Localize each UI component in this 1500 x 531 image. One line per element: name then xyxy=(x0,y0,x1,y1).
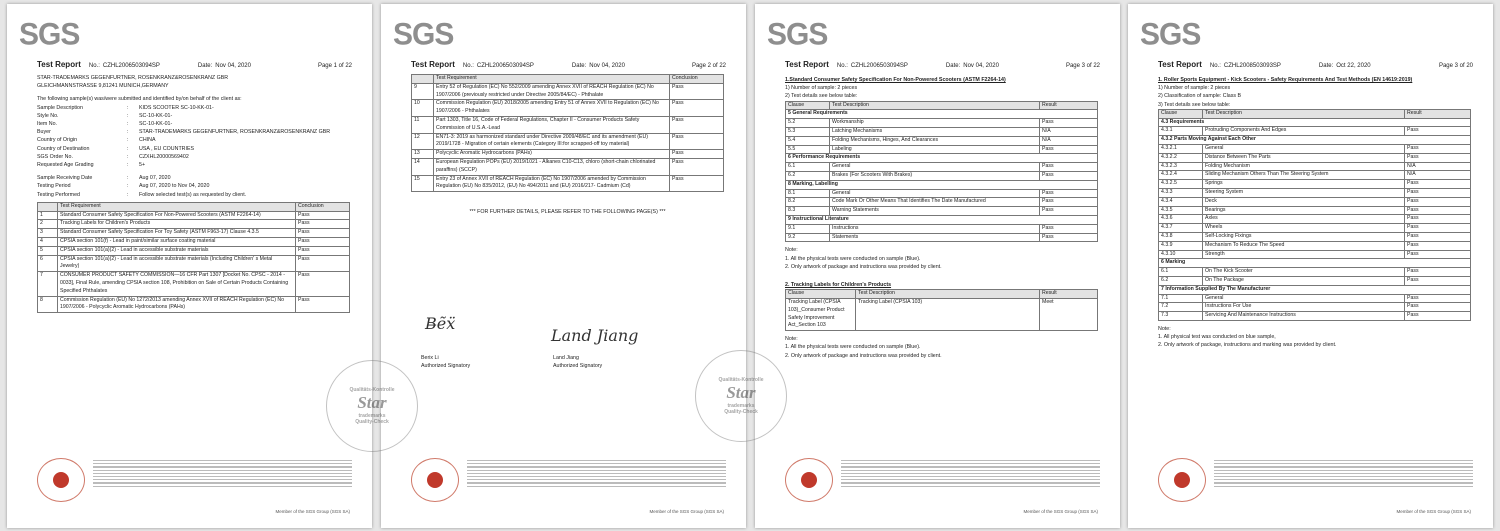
signature-2-icon: Land Jiang xyxy=(551,326,639,345)
field-row xyxy=(37,136,350,144)
table-row: 2 Tracking Labels for Children's Products Pass xyxy=(38,220,350,229)
group-row: 8 Marking, Labelling xyxy=(786,180,1098,189)
page-footer xyxy=(411,458,726,502)
table-row: 4.3.2.1 General Pass xyxy=(1159,145,1471,154)
field-value: Follow selected test(s) as requested by client. xyxy=(139,191,247,198)
report-number: CZHL2006503094SP xyxy=(102,63,160,69)
table-row: 4 CPSIA section 101(f) - Lead in paint/similar surface coating material Pass xyxy=(38,238,350,247)
table-row: 9.1 Instructions Pass xyxy=(786,224,1098,233)
member-text: Member of the SGS Group (SGS SA) xyxy=(649,509,724,514)
legal-fine-print xyxy=(467,458,726,502)
sgs-logo: SGS xyxy=(767,17,828,52)
report-title: Test Report xyxy=(1158,60,1202,69)
intro-text: The following sample(s) was/were submitted and identified by/on behalf of the client as: xyxy=(37,96,242,103)
report-page-2 xyxy=(381,4,746,528)
report-body: 1. Roller Sports Equipment - Kick Scooters - Safety Requirements And Test Methods (EN 14619:2019) 1) Number of sample: 2 pieces 2) Classification of sample: Class B 3) Test details see below table: Clause Test Description Result 4.3 Requirements 4.3.1 Protruding Components And Edges Pass 4.3.2 Parts Moving Against Each Other 4.3.2.1 General Pass 4.3.2.2 Distance Between The Parts Pass 4.3.2.3 Folding Mechanism N/A 4.3.2.4 Sliding Mechanism Others Than The Steering System N/A 4.3.2.5 Springs Pass 4.3.3 Steering System Pass 4.3.4 Deck Pass 4.3.5 Bearings Pass 4.3.6 Axles Pass 4.3.7 Wheels Pass 4.3.8 Self-Locking Fixings Pass 4.3.9 Mechanism To Reduce The Speed Pass 4.3.10 Strength Pass 6 Marking 6.1 On The Kick Scooter Pass 6.2 On The Package Pass 7 Information Supplied By The Manufacturer 7.1 General Pass 7.2 Instructions For Use Pass 7.3 Servicing And Maintenance Instructions Pass Note: 1. All physical test was conducted on blue sample, 2. Only artwork of package, instructions and marking was provided by client. xyxy=(1158,76,1471,350)
sgs-logo: SGS xyxy=(393,17,454,52)
field-row xyxy=(37,120,350,128)
field-colon: : xyxy=(127,104,129,111)
field-colon: : xyxy=(127,153,129,160)
field-label: Testing Performed xyxy=(37,191,80,198)
en14619-results-table: Clause Test Description Result 4.3 Requirements 4.3.1 Protruding Components And Edges Pass 4.3.2 Parts Moving Against Each Other 4.3.2.1 General Pass 4.3.2.2 Distance Between The Parts Pass 4.3.2.3 Folding Mechanism N/A 4.3.2.4 Sliding Mechanism Others Than The Steering System N/A 4.3.2.5 Springs Pass 4.3.3 Steering System Pass 4.3.4 Deck Pass 4.3.5 Bearings Pass 4.3.6 Axles Pass 4.3.7 Wheels Pass 4.3.8 Self-Locking Fixings Pass 4.3.9 Mechanism To Reduce The Speed Pass 4.3.10 Strength Pass 6 Marking 6.1 On The Kick Scooter Pass 6.2 On The Package Pass 7 Information Supplied By The Manufacturer 7.1 General Pass 7.2 Instructions For Use Pass 7.3 Servicing And Maintenance Instructions Pass xyxy=(1158,109,1471,321)
field-colon: : xyxy=(127,162,129,169)
group-row: 5 General Requirements xyxy=(786,110,1098,119)
field-row xyxy=(37,161,350,169)
sample-dates xyxy=(37,174,350,199)
field-label: Country of Destination xyxy=(37,145,90,152)
field-colon: : xyxy=(127,145,129,152)
table-row: 6.2 Brakes (For Scooters With Brakes) Pass xyxy=(786,171,1098,180)
field-label: SGS Order No. xyxy=(37,153,73,160)
accreditation-stamp-icon xyxy=(37,458,85,502)
table-row: 4.3.6 Axles Pass xyxy=(1159,215,1471,224)
field-label: Sample Description xyxy=(37,104,83,111)
report-body xyxy=(411,74,724,216)
table-row: 11 Part 1303, Title 16, Code of Federal Regulations, Chapter II - Consumer Products Safety Commission of U.S.A.-Lead Pass xyxy=(412,116,724,133)
table-row: 6.2 On The Package Pass xyxy=(1159,276,1471,285)
field-row xyxy=(37,104,350,112)
report-number: CZHL2006503094SP xyxy=(476,63,534,69)
report-title: Test Report xyxy=(37,60,81,69)
section-title: 1. Roller Sports Equipment - Kick Scooters - Safety Requirements And Test Methods (EN 14619:2019) xyxy=(1158,77,1413,83)
field-colon: : xyxy=(127,137,129,144)
field-value: KIDS SCOOTER SC-10-KK-01- xyxy=(139,104,214,111)
group-row: 6 Marking xyxy=(1159,259,1471,268)
table-row: 7 CONSUMER PRODUCT SAFETY COMMISSION—16 CFR Part 1307 [Docket No. CPSC - 2014 - 0033], Final Rule, amending CPSIA section 108, Prohibition on Sale of Certain Products Containing Specified Phthalates Pass xyxy=(38,272,350,296)
table-row: 4.3.2.4 Sliding Mechanism Others Than The Steering System N/A xyxy=(1159,171,1471,180)
field-label: Item No. xyxy=(37,121,58,128)
table-row: 4.3.5 Bearings Pass xyxy=(1159,206,1471,215)
report-header: Test Report No.: CZHL2008503093SP Date: Oct 22, 2020 Page 3 of 20 xyxy=(1158,60,1473,69)
table-row: 8 Commission Regulation (EU) No 1272/2013 amending Annex XVII of REACH Regulation (EC) No 1907/2006 - Polycyclic Aromatic Hydrocarbons (PAHs) Pass xyxy=(38,296,350,313)
group-row: 4.3 Requirements xyxy=(1159,118,1471,127)
star-trademarks-seal-icon: Qualitäts-Kontrolle Star trademarks Quality-Check xyxy=(695,350,787,442)
tracking-label-table: Clause Test Description Result Tracking Label (CPSIA 103)_Consumer Product Safety Improvement Act_Section 103 Tracking Label (CPSIA 103) Meet xyxy=(785,289,1098,331)
table-row: 4.3.9 Mechanism To Reduce The Speed Pass xyxy=(1159,241,1471,250)
field-colon: : xyxy=(127,129,129,136)
field-colon: : xyxy=(127,191,129,198)
field-value: CHINA xyxy=(139,137,156,144)
field-colon: : xyxy=(127,175,129,182)
table-row: 10 Commission Regulation (EU) 2018/2005 amending Entry 51 of Annex XVII to Regulation (EC) No 1907/2006 - Phthalates Pass xyxy=(412,100,724,117)
report-body xyxy=(37,74,350,313)
field-value: SC-10-KK-01- xyxy=(139,112,173,119)
astm-results-table: Clause Test Description Result 5 General Requirements 5.2 Workmanship Pass 5.3 Latching Mechanisms N/A 5.4 Folding Mechanisms, Hinges, And Clearances N/A 5.5 Labeling Pass 6 Performance Requirements 6.1 General Pass 6.2 Brakes (For Scooters With Brakes) Pass 8 Marking, Labelling 8.1 General Pass 8.2 Code Mark Or Other Means That Identifies The Date Manufactured Pass 8.3 Warning Statements Pass 9 Instructional Literature 9.1 Instructions Pass 9.2 Statements Pass xyxy=(785,101,1098,243)
legal-fine-print xyxy=(841,458,1100,502)
field-colon: : xyxy=(127,121,129,128)
star-trademarks-seal-icon: Qualitäts-Kontrolle Star trademarks Quality-Check xyxy=(326,360,418,452)
accreditation-stamp-icon xyxy=(411,458,459,502)
table-row: 1 Standard Consumer Safety Specification For Non-Powered Scooters (ASTM F2264-14) Pass xyxy=(38,211,350,220)
report-page-4 xyxy=(1128,4,1493,528)
table-row: 4.3.10 Strength Pass xyxy=(1159,250,1471,259)
report-number: CZHL2006503094SP xyxy=(850,63,908,69)
table-row: 8.2 Code Mark Or Other Means That Identifies The Date Manufactured Pass xyxy=(786,198,1098,207)
table-row: 5.3 Latching Mechanisms N/A xyxy=(786,128,1098,137)
table-row: 9.2 Statements Pass xyxy=(786,233,1098,242)
table-row: 4.3.2.5 Springs Pass xyxy=(1159,180,1471,189)
field-label: Country of Origin xyxy=(37,137,78,144)
report-date: Oct 22, 2020 xyxy=(1336,63,1371,69)
table-row: 6 CPSIA section 101(a)(2) - Lead in accessible substrate materials (Including Children' s Metal Jewelry) Pass xyxy=(38,255,350,272)
field-label: Requested Age Grading xyxy=(37,162,94,169)
page-number: Page 2 of 22 xyxy=(691,63,726,69)
report-header: Test Report No.: CZHL2006503094SP Date: Nov 04, 2020 Page 3 of 22 xyxy=(785,60,1100,69)
table-row: 4.3.7 Wheels Pass xyxy=(1159,224,1471,233)
table-row: 9 Entry 52 of Regulation (EC) No 552/2009 amending Annex XVII of REACH Regulation (EC) No 1907/2006 (previously restricted under Directive 2005/84/EC) - Phthalate Pass xyxy=(412,83,724,100)
client-address: GLEICHMANNSTRASSE 9,81241 MUNICH,GERMANY xyxy=(37,83,169,90)
group-row: 7 Information Supplied By The Manufacturer xyxy=(1159,285,1471,294)
group-row: 9 Instructional Literature xyxy=(786,215,1098,224)
table-row: 7.1 General Pass xyxy=(1159,294,1471,303)
table-row: 4.3.4 Deck Pass xyxy=(1159,197,1471,206)
field-row xyxy=(37,174,350,182)
page-footer xyxy=(37,458,352,502)
table-row: 14 European Regulation POPs (EU) 2019/1021 - Alkanes C10-C13, chloro (short-chain chlorinated paraffins) (SCCP) Pass xyxy=(412,158,724,175)
report-date: Nov 04, 2020 xyxy=(215,63,251,69)
sample-fields xyxy=(37,104,350,170)
table-row: 5.2 Workmanship Pass xyxy=(786,119,1098,128)
report-title: Test Report xyxy=(411,60,455,69)
field-label: Style No. xyxy=(37,112,59,119)
table-row: 7.3 Servicing And Maintenance Instructions Pass xyxy=(1159,312,1471,321)
member-text: Member of the SGS Group (SGS SA) xyxy=(1023,509,1098,514)
field-row xyxy=(37,112,350,120)
legal-fine-print xyxy=(93,458,352,502)
field-colon: : xyxy=(127,112,129,119)
field-label: Buyer xyxy=(37,129,51,136)
client-name: STAR-TRADEMARKS GEGENFURTNER, ROSENKRANZ&ROSENKRANZ GBR xyxy=(37,75,229,81)
sgs-logo: SGS xyxy=(1140,17,1201,52)
table-row: 5.4 Folding Mechanisms, Hinges, And Clearances N/A xyxy=(786,136,1098,145)
field-label: Testing Period xyxy=(37,183,71,190)
table-row: 4.3.3 Steering System Pass xyxy=(1159,188,1471,197)
page-footer xyxy=(1158,458,1473,502)
report-header: Test Report No.: CZHL2006503094SP Date: Nov 04, 2020 Page 2 of 22 xyxy=(411,60,726,69)
table-row: 6.1 General Pass xyxy=(786,163,1098,172)
report-page-1 xyxy=(7,4,372,528)
page-number: Page 1 of 22 xyxy=(317,63,352,69)
table-row: 8.1 General Pass xyxy=(786,189,1098,198)
table-row: 4.3.2.3 Folding Mechanism N/A xyxy=(1159,162,1471,171)
report-date: Nov 04, 2020 xyxy=(963,63,999,69)
report-number: CZHL2008503093SP xyxy=(1223,63,1281,69)
member-text: Member of the SGS Group (SGS SA) xyxy=(1396,509,1471,514)
accreditation-stamp-icon xyxy=(785,458,833,502)
report-body: 1.Standard Consumer Safety Specification For Non-Powered Scooters (ASTM F2264-14) 1) Number of sample: 2 pieces 2) Test details see below table: Clause Test Description Result 5 General Requirements 5.2 Workmanship Pass 5.3 Latching Mechanisms N/A 5.4 Folding Mechanisms, Hinges, And Clearances N/A 5.5 Labeling Pass 6 Performance Requirements 6.1 General Pass 6.2 Brakes (For Scooters With Brakes) Pass 8 Marking, Labelling 8.1 General Pass 8.2 Code Mark Or Other Means That Identifies The Date Manufactured Pass 8.3 Warning Statements Pass 9 Instructional Literature 9.1 Instructions Pass 9.2 Statements Pass Note: 1. All the physical tests were conducted on sample (Blue). 2. Only artwork of package and instructions was provided by client. 2. Tracking Labels for Children's Products Clause Test Description Result Tracking Label (CPSIA 103)_Consumer Product Safety Improvement Act_Section 103 Tracking Label (CPSIA 103) Meet Note: 1. All the physical tests were conducted on sample (Blue). 2. Only artwork of package and instructions was provided by client. xyxy=(785,76,1098,360)
field-row xyxy=(37,153,350,161)
table-row: 7.2 Instructions For Use Pass xyxy=(1159,303,1471,312)
field-value: Aug 07, 2020 to Nov 04, 2020 xyxy=(139,183,210,190)
field-colon: : xyxy=(127,183,129,190)
report-page-3 xyxy=(755,4,1120,528)
field-value: CZXHL20000569402 xyxy=(139,153,189,160)
legal-fine-print xyxy=(1214,458,1473,502)
member-text: Member of the SGS Group (SGS SA) xyxy=(275,509,350,514)
field-value: USA , EU COUNTRIES xyxy=(139,145,195,152)
table-row: 5 CPSIA section 101(a)(2) - Lead in accessible substrate materials Pass xyxy=(38,246,350,255)
signatory-2: Land Jiang Authorized Signatory xyxy=(553,355,603,370)
report-date: Nov 04, 2020 xyxy=(589,63,625,69)
table-row: 8.3 Warning Statements Pass xyxy=(786,207,1098,216)
table-row: 4.3.2.2 Distance Between The Parts Pass xyxy=(1159,153,1471,162)
field-value: 5+ xyxy=(139,162,146,169)
report-header: Test Report No.: CZHL2006503094SP Date: Nov 04, 2020 Page 1 of 22 xyxy=(37,60,352,69)
page-number: Page 3 of 20 xyxy=(1438,63,1473,69)
table-row: 15 Entry 23 of Annex XVII of REACH Regulation (EC) No 1907/2006 amended by Commission Regulation (EU) No 835/2012, (EU) No 494/2011 and (EU) 2016/217- Cadmium (Cd) Pass xyxy=(412,175,724,192)
section-title-2: 2. Tracking Labels for Children's Products xyxy=(785,281,892,288)
sgs-logo: SGS xyxy=(19,17,80,52)
field-value: STAR-TRADEMARKS GEGENFURTNER, ROSENKRANZ&ROSENKRANZ GBR xyxy=(139,129,331,136)
table-row: 3 Standard Consumer Safety Specification For Toy Safety (ASTM F963-17) Clause 4.3.5 Pass xyxy=(38,229,350,238)
summary-table-continued: Test Requirement Conclusion 9 Entry 52 of Regulation (EC) No 552/2009 amending Annex XVII of REACH Regulation (EC) No 1907/2006 (previously restricted under Directive 2005/84/EC) - Phthalate Pass 10 Commission Regulation (EU) 2018/2005 amending Entry 51 of Annex XVII to Regulation (EC) No 1907/2006 - Phthalates Pass 11 Part 1303, Title 16, Code of Federal Regulations, Chapter II - Consumer Products Safety Commission of U.S.A.-Lead Pass 12 EN71-3: 2019 as harmonized standard under Directive 2009/48/EC and its amendment (EU) 2019/1728 - Migration of certain elements (Category III:for scrapped-off toy material) Pass 13 Polycyclic Aromatic Hydrocarbons (PAHs) Pass 14 European Regulation POPs (EU) 2019/1021 - Alkanes C10-C13, chloro (short-chain chlorinated paraffins) (SCCP) Pass 15 Entry 23 of Annex XVII of REACH Regulation (EC) No 1907/2006 amended by Commission Regulation (EU) No 835/2012, (EU) No 494/2011 and (EU) 2016/217- Cadmium (Cd) Pass xyxy=(411,74,724,192)
accreditation-stamp-icon xyxy=(1158,458,1206,502)
page-footer xyxy=(785,458,1100,502)
table-row: Tracking Label (CPSIA 103)_Consumer Product Safety Improvement Act_Section 103 Tracking Label (CPSIA 103) Meet xyxy=(786,298,1098,330)
table-row: 5.5 Labeling Pass xyxy=(786,145,1098,154)
signatory-1: Berix Li Authorized Signatory xyxy=(421,355,471,370)
table-row: 13 Polycyclic Aromatic Hydrocarbons (PAHs) Pass xyxy=(412,150,724,159)
table-row: 4.3.1 Protruding Components And Edges Pass xyxy=(1159,127,1471,136)
signature-1-icon: B̶ẽẍ xyxy=(425,314,456,333)
field-row xyxy=(37,191,350,199)
page-number: Page 3 of 22 xyxy=(1065,63,1100,69)
table-row: 12 EN71-3: 2019 as harmonized standard under Directive 2009/48/EC and its amendment (EU) 2019/1728 - Migration of certain elements (Category III:for scrapped-off toy material) Pass xyxy=(412,133,724,150)
field-row xyxy=(37,128,350,136)
table-row: 6.1 On The Kick Scooter Pass xyxy=(1159,268,1471,277)
summary-table: Test Requirement Conclusion 1 Standard Consumer Safety Specification For Non-Powered Scooters (ASTM F2264-14) Pass 2 Tracking Labels for Children's Products Pass 3 Standard Consumer Safety Specification For Toy Safety (ASTM F963-17) Clause 4.3.5 Pass 4 CPSIA section 101(f) - Lead in paint/similar surface coating material Pass 5 CPSIA section 101(a)(2) - Lead in accessible substrate materials Pass 6 CPSIA section 101(a)(2) - Lead in accessible substrate materials (Including Children' s Metal Jewelry) Pass 7 CONSUMER PRODUCT SAFETY COMMISSION—16 CFR Part 1307 [Docket No. CPSC - 2014 - 0033], Final Rule, amending CPSIA section 108, Prohibition on Sale of Certain Products Containing Specified Phthalates Pass 8 Commission Regulation (EU) No 1272/2013 amending Annex XVII of REACH Regulation (EC) No 1907/2006 - Polycyclic Aromatic Hydrocarbons (PAHs) Pass xyxy=(37,202,350,313)
group-row: 6 Performance Requirements xyxy=(786,154,1098,163)
field-row xyxy=(37,182,350,190)
section-title: 1.Standard Consumer Safety Specification For Non-Powered Scooters (ASTM F2264-14) xyxy=(785,77,1006,83)
further-details-text: *** FOR FURTHER DETAILS, PLEASE REFER TO THE FOLLOWING PAGE(S) *** xyxy=(469,209,666,216)
field-label: Sample Receiving Date xyxy=(37,175,93,182)
group-row: 4.3.2 Parts Moving Against Each Other xyxy=(1159,136,1471,145)
table-row: 4.3.8 Self-Locking Fixings Pass xyxy=(1159,232,1471,241)
field-value: SC-10-KK-01- xyxy=(139,121,173,128)
report-title: Test Report xyxy=(785,60,829,69)
field-value: Aug 07, 2020 xyxy=(139,175,171,182)
field-row xyxy=(37,145,350,153)
